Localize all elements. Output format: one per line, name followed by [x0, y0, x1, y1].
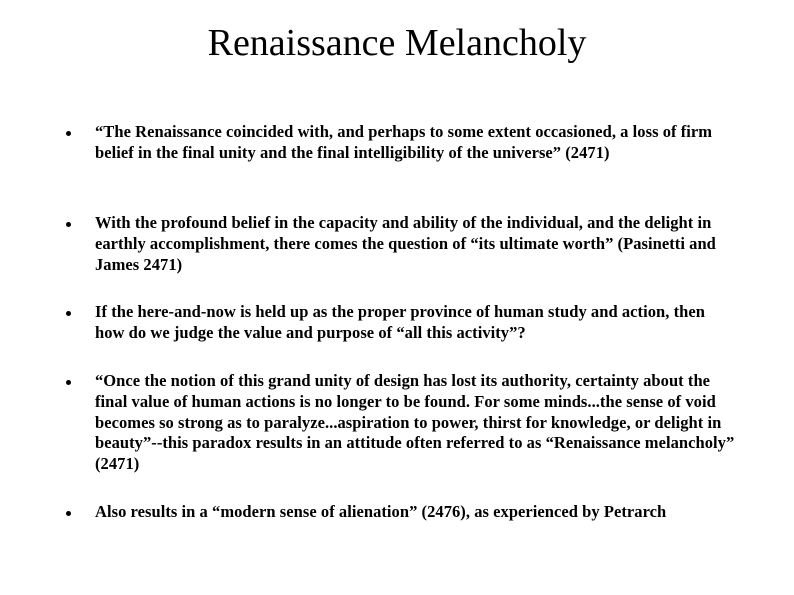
bullet-item [66, 213, 736, 275]
bullet-item [66, 302, 736, 344]
bullet-dot-icon [66, 131, 71, 136]
bullet-text: Also results in a “modern sense of alienation” (2476), as experienced by Petrarch [95, 502, 667, 521]
bullet-dot-icon [66, 311, 71, 316]
bullet-text: With the profound belief in the capacity and ability of the individual, and the delight in earthly accomplishment, there comes the question of “its ultimate worth” (Pasinetti and James 2471) [95, 213, 716, 274]
bullet-item [66, 122, 736, 164]
bullet-text: If the here-and-now is held up as the proper province of human study and action, then how do we judge the value and purpose of “all this activity”? [95, 302, 705, 342]
slide-title: Renaissance Melancholy [207, 22, 587, 64]
bullet-item [66, 371, 736, 475]
bullet-dot-icon [66, 511, 71, 516]
bullet-item [66, 502, 736, 523]
bullet-text: “The Renaissance coincided with, and perhaps to some extent occasioned, a loss of firm belief in the final unity and the final intelligibility of the universe” (2471) [95, 122, 713, 162]
bullet-dot-icon [66, 380, 71, 385]
bullet-text: “Once the notion of this grand unity of design has lost its authority, certainty about the final value of human actions is no longer to be found. For some minds...the sense of void becomes so strong as to paralyze...aspiration to power, thirst for knowledge, or delight in beauty”--this paradox results in an attitude often referred to as “Renaissance melancholy” (2471) [95, 371, 735, 474]
bullet-dot-icon [66, 222, 71, 227]
